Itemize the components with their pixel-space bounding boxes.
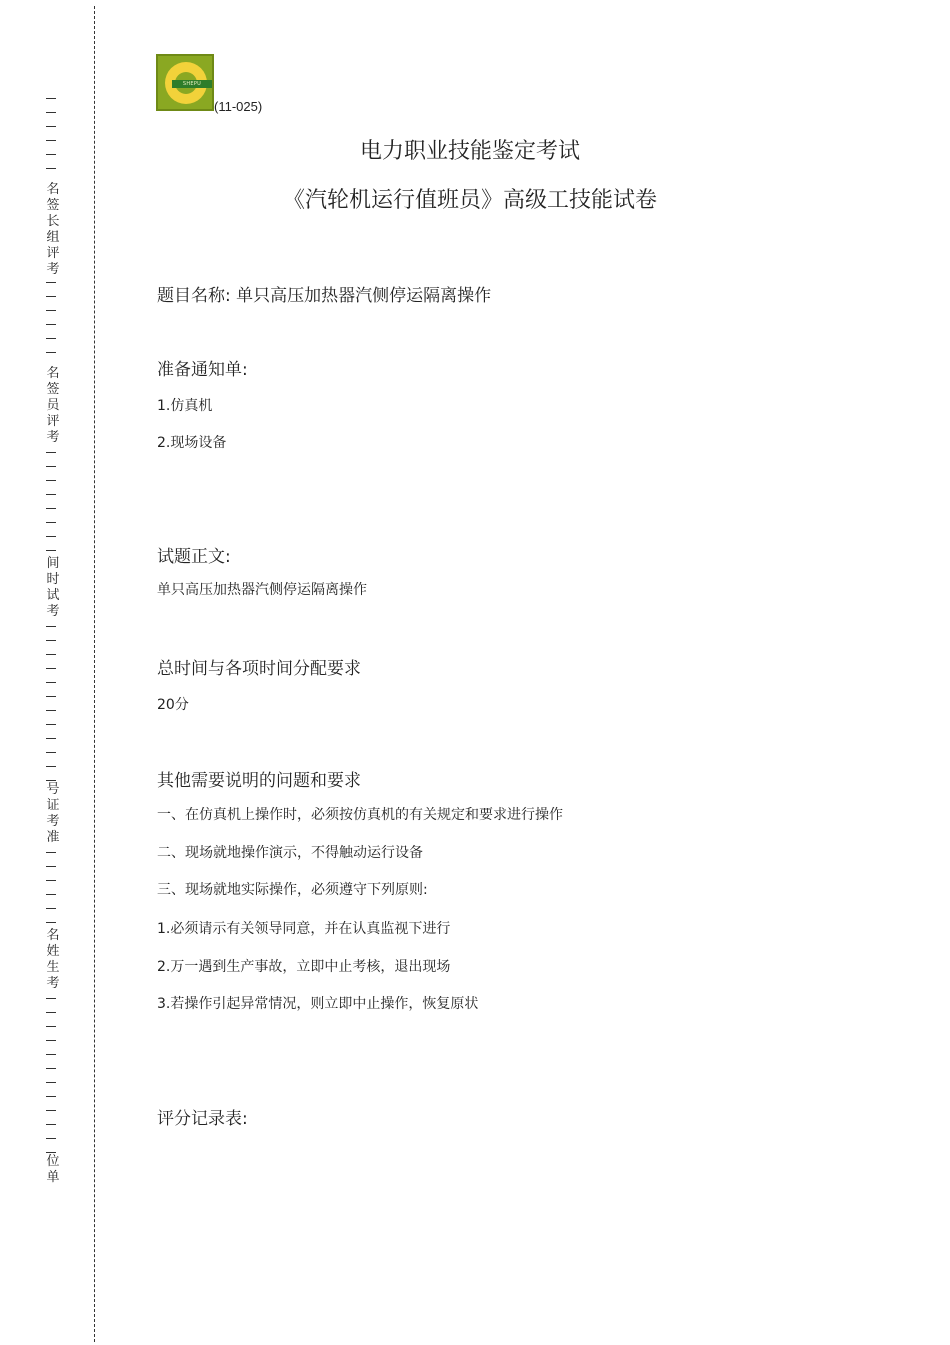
requirement-item: 一、在仿真机上操作时，必须按仿真机的有关规定和要求进行操作: [157, 807, 563, 823]
margin-char: 证: [46, 798, 60, 813]
margin-char: 生: [46, 960, 60, 975]
topic-value: 单只高压加热器汽侧停运隔离操作: [236, 286, 492, 306]
margin-char: 单: [46, 1170, 60, 1185]
margin-field-group-leader-signature: [45, 182, 61, 278]
prep-heading: 准备通知单:: [157, 360, 248, 380]
margin-char: 员: [46, 398, 60, 413]
margin-char: 签: [46, 198, 60, 213]
margin-char: 间: [46, 556, 60, 571]
sgcc-logo: [156, 54, 214, 111]
prep-item: 1.仿真机: [157, 398, 213, 414]
margin-char: 号: [46, 782, 60, 797]
prep-item: 2.现场设备: [157, 435, 227, 451]
margin-field-exam-time: [45, 556, 61, 620]
margin-char: 名: [46, 366, 60, 381]
margin-char: 名: [46, 928, 60, 943]
margin-field-organization: [45, 1154, 61, 1186]
body-text: 单只高压加热器汽侧停运隔离操作: [157, 582, 367, 598]
margin-char: 位: [46, 1154, 60, 1169]
margin-char: 长: [46, 214, 60, 229]
margin-char: 考: [46, 430, 60, 445]
margin-field-admission-number: [45, 782, 61, 846]
requirement-item: 二、现场就地操作演示，不得触动运行设备: [157, 845, 423, 861]
requirement-item: 3.若操作引起异常情况，则立即中止操作，恢复原状: [157, 996, 479, 1012]
requirement-item: 1.必须请示有关领导同意，并在认真监视下进行: [157, 921, 451, 937]
body-heading: 试题正文:: [157, 547, 231, 567]
other-heading: 其他需要说明的问题和要求: [157, 771, 361, 791]
binding-line: [94, 6, 95, 1342]
margin-char: 签: [46, 382, 60, 397]
margin-char: 考: [46, 262, 60, 277]
margin-field-candidate-name: [45, 928, 61, 992]
margin-blank-line: [46, 998, 56, 1154]
margin-blank-line: [46, 852, 56, 928]
time-heading: 总时间与各项时间分配要求: [157, 659, 361, 679]
score-heading: 评分记录表:: [157, 1109, 248, 1129]
margin-blank-line: [46, 626, 56, 782]
margin-char: 考: [46, 976, 60, 991]
page-title: 电力职业技能鉴定考试: [359, 139, 580, 164]
margin-char: 评: [46, 414, 60, 429]
margin-char: 试: [46, 588, 60, 603]
requirement-item: 2.万一遇到生产事故，立即中止考核，退出现场: [157, 959, 451, 975]
margin-char: 名: [46, 182, 60, 197]
logo-text: SHEPU: [172, 80, 212, 88]
margin-blank-line: [46, 282, 56, 366]
exam-code: (11-025): [214, 99, 263, 114]
margin-blank-line: [46, 452, 56, 556]
topic-label: 题目名称:: [157, 286, 231, 306]
margin-char: 评: [46, 246, 60, 261]
margin-char: 组: [46, 230, 60, 245]
margin-char: 姓: [46, 944, 60, 959]
margin-char: 考: [46, 604, 60, 619]
time-value: 20分: [157, 697, 189, 713]
margin-char: 考: [46, 814, 60, 829]
page-subtitle: 《汽轮机运行值班员》高级工技能试卷: [282, 188, 657, 213]
requirement-item: 三、现场就地实际操作，必须遵守下列原则:: [157, 882, 428, 898]
topic-line: [157, 281, 491, 306]
margin-field-examiner-signature: [45, 366, 61, 446]
margin-char: 准: [46, 830, 60, 845]
margin-blank-line: [46, 98, 56, 182]
margin-char: 时: [46, 572, 60, 587]
